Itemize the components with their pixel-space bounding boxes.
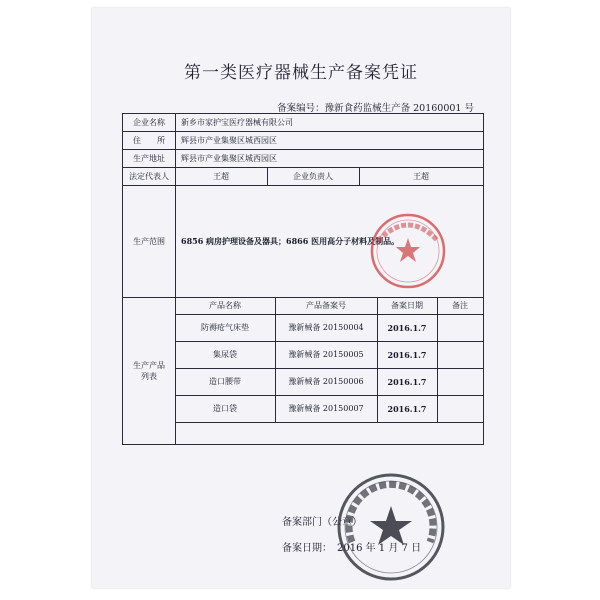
registration-number [277,100,474,114]
scope-label: 生产范围 [123,185,176,297]
certificate-title: 第一类医疗器械生产备案凭证 [184,63,418,83]
company-value: 新乡市家护宝医疗器械有限公司 [181,118,293,127]
site-row [123,149,483,168]
table-row [175,368,483,396]
legal-rep-value: 王超 [213,171,229,181]
official-seal [334,470,449,585]
site-value: 辉县市产业集聚区城西园区 [181,153,277,163]
certificate-page [92,8,510,588]
products-table [175,297,483,422]
company-label: 企业名称 [123,114,176,131]
address-value: 辉县市产业集聚区城西园区 [181,135,277,145]
header-filing-number: 产品备案号 [306,301,346,310]
remark [437,368,483,395]
registration-value: 豫新食药监械生产备 20160001 号 [324,103,474,114]
product-name: 造口袋 [213,404,237,413]
products-label-line-1: 生产产品 [133,360,165,370]
products-label-line-2: 列表 [141,371,157,381]
filing-number: 豫新械备 20150004 [288,323,364,332]
person-value: 王超 [413,171,429,181]
filing-department: 备案部门（公章） [282,517,362,528]
filing-date: 2016.1.7 [387,322,427,333]
site-label: 生产地址 [123,149,176,167]
product-name: 防褥疮气床垫 [201,323,249,332]
filing-date-footer: 备案日期： 2016 年 1 月 7 日 [282,543,422,554]
product-name: 集尿袋 [213,350,237,359]
scope-value: 6856 病房护理设备及器具；6866 医用高分子材料及制品。 [181,235,400,246]
table-row [175,314,483,342]
products-label [123,297,176,444]
table-row [175,395,483,423]
header-remark: 备注 [452,301,468,310]
filing-number: 豫新械备 20150006 [288,377,364,386]
address-label: 住 所 [123,131,176,149]
table-row [175,341,483,369]
filing-date: 2016.1.7 [387,376,427,387]
filing-date: 2016.1.7 [387,349,427,360]
filing-number: 豫新械备 20150007 [288,404,364,413]
legal-rep-row [123,167,483,186]
company-seal [364,211,454,291]
header-product-name: 产品名称 [209,301,241,310]
filing-number: 豫新械备 20150005 [288,350,364,359]
legal-rep-label: 法定代表人 [123,167,176,185]
registration-label: 备案编号： [277,103,325,114]
remark [437,395,483,422]
remark [437,314,483,341]
address-row [123,131,483,150]
header-filing-date: 备案日期 [391,301,423,310]
filing-date: 2016.1.7 [387,403,427,414]
remark [437,341,483,368]
product-name: 造口腰带 [209,377,241,386]
products-header-row [175,297,483,315]
company-row [123,114,483,132]
person-label: 企业负责人 [293,171,333,181]
